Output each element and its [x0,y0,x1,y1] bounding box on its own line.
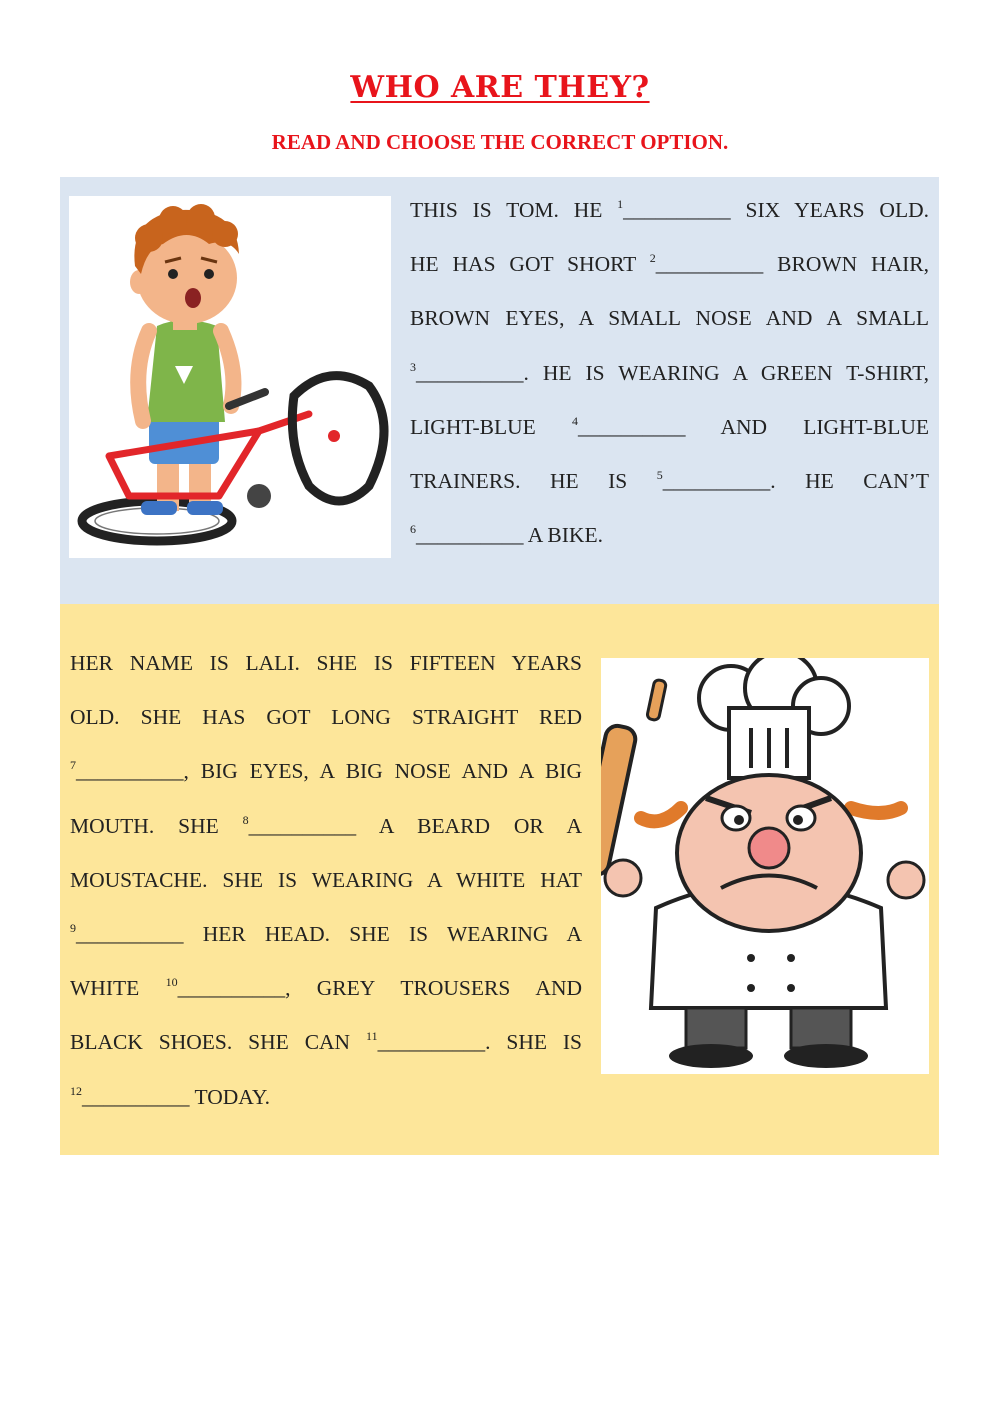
blank-1: __________ [623,198,731,222]
lali-line-6: $^9$__________ HER HEAD. SHE IS WEARING A [70,921,582,947]
blank-5: __________ [662,469,771,494]
tom-paragraph [410,183,929,562]
tom-line-4: $^3$__________. HE IS WEARING A GREEN T-SHIRT, [410,359,929,385]
lali-line-8: BLACK SHOES. SHE CAN $^{11}$__________. SHE IS [70,1029,583,1055]
lali-line-1: HER NAME IS LALI. SHE IS FIFTEEN YEARS [70,651,582,675]
lali-line-9: $^{12}$__________ TODAY. [70,1083,270,1109]
tom-line-2: HE HAS GOT SHORT $^2$__________ BROWN HAIR, [410,251,929,277]
lali-line-5: MOUSTACHE. SHE IS WEARING A WHITE HAT [70,867,582,892]
blank-7: __________ [76,759,184,784]
tom-line-3: BROWN EYES, A SMALL NOSE AND A SMALL [410,306,929,331]
lali-line-4: MOUTH. SHE $^8$__________ A BEARD OR A [70,812,582,838]
lali-line-2: OLD. SHE HAS GOT LONG STRAIGHT RED [70,705,582,730]
lali-line-7: WHITE $^{10}$__________, GREY TROUSERS AND [70,975,582,1001]
tom-section [60,177,939,604]
angry-chef-image [601,658,929,1074]
blank-4: __________ [577,414,686,439]
blank-10: __________ [177,976,286,1001]
lali-line-3: $^7$__________, BIG EYES, A BIG NOSE AND A BIG [70,758,582,784]
lali-section [60,604,939,1155]
tom-line-5: LIGHT-BLUE $^4$__________ AND LIGHT-BLUE [410,413,929,439]
blank-3: __________ [416,360,524,385]
blank-6: __________ [416,523,524,548]
blank-11: __________ [377,1030,486,1055]
blank-9: __________ [76,922,184,947]
tom-line-6: TRAINERS. HE IS $^5$__________. HE CAN’T [410,468,929,494]
blank-8: __________ [248,813,357,838]
blank-2: __________ [655,252,764,277]
boy-with-broken-bike-image [69,196,391,558]
page-title: WHO ARE THEY? [350,70,650,105]
tom-line-7: $^6$__________ A BIKE. [410,522,603,548]
instructions: READ AND CHOOSE THE CORRECT OPTION. [271,130,729,154]
tom-line-1: THIS IS TOM. HE $^1$__________ SIX YEARS OLD. [410,197,929,222]
lali-paragraph [70,636,582,1124]
blank-12: __________ [82,1084,190,1109]
